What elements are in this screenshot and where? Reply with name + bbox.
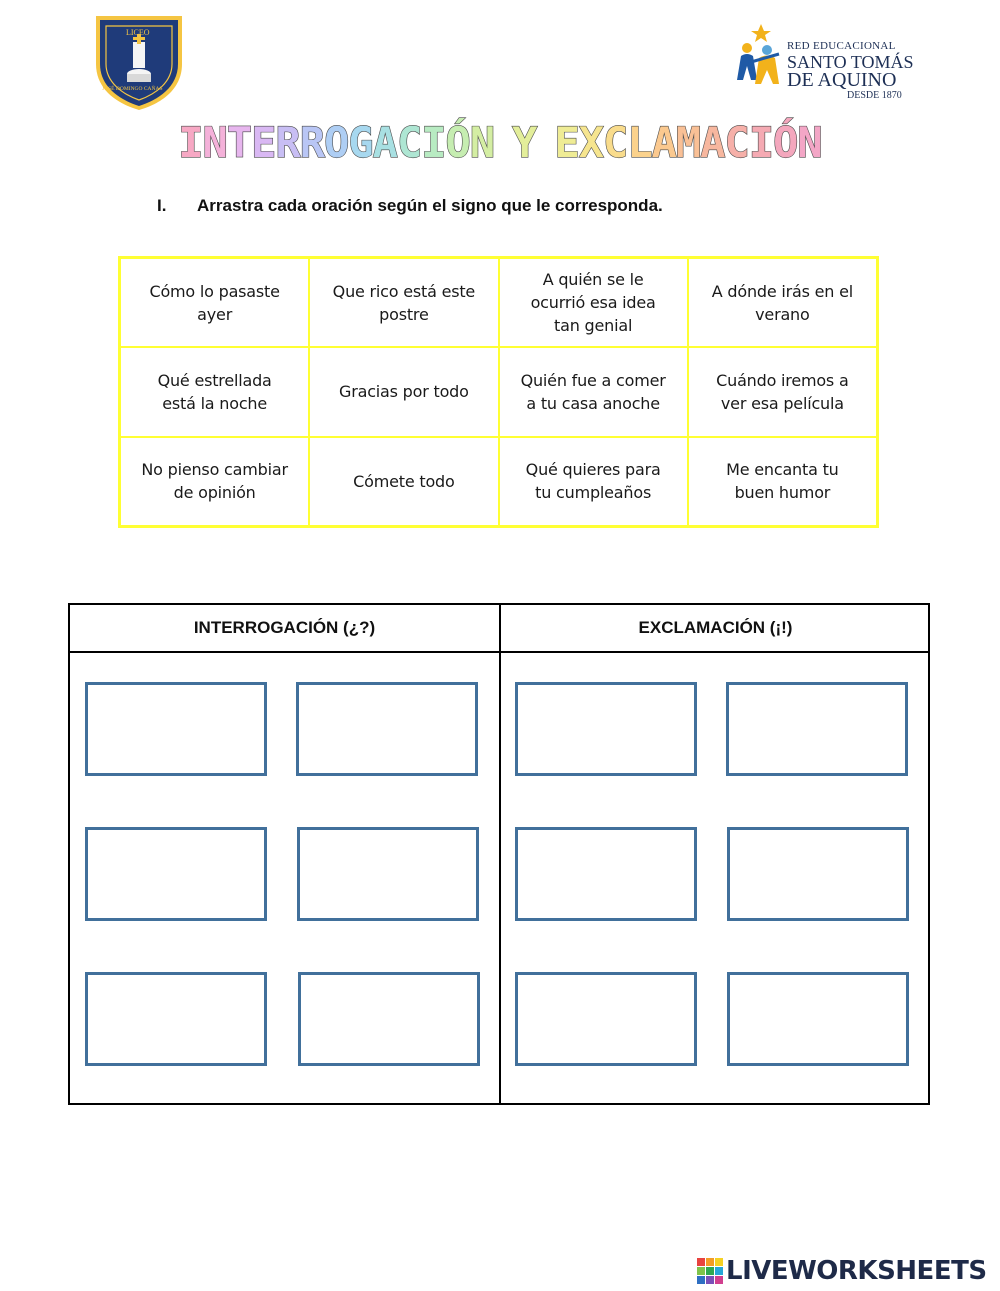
- sentence-card[interactable]: Cómo lo pasaste ayer: [120, 258, 309, 347]
- title-letter: Y: [512, 118, 537, 167]
- title-letter: C: [603, 118, 628, 167]
- mark-square: [697, 1258, 705, 1266]
- liveworksheets-mark-icon: [697, 1258, 723, 1284]
- title-letter: Ó: [445, 118, 470, 167]
- title-letter: M: [675, 118, 701, 167]
- header-divider: [70, 651, 928, 653]
- liveworksheets-brand: [697, 1256, 987, 1286]
- title-letter: I: [178, 118, 203, 167]
- brand-wordmark: LIVEWORKSHEETS: [726, 1256, 987, 1286]
- logo-line-3: DE AQUINO: [787, 69, 897, 91]
- interrogation-drop-box[interactable]: [85, 827, 267, 921]
- interrogation-drop-box[interactable]: [296, 682, 478, 776]
- column-divider: [499, 605, 501, 1103]
- logo-line-1: RED EDUCACIONAL: [787, 40, 896, 52]
- title-letter: I: [421, 118, 446, 167]
- mark-square: [706, 1267, 714, 1275]
- interrogation-header: INTERROGACIÓN (¿?): [193, 618, 376, 637]
- interrogation-drop-box[interactable]: [297, 827, 479, 921]
- title-letter: N: [202, 118, 227, 167]
- exclamation-drop-box[interactable]: [726, 682, 908, 776]
- title-letter: C: [724, 118, 749, 167]
- title-letter: A: [700, 118, 725, 167]
- school-crest-logo: [92, 12, 186, 112]
- title-letter: C: [396, 118, 422, 167]
- exclamation-drop-box[interactable]: [515, 827, 697, 921]
- title-letter: N: [469, 118, 495, 167]
- sentence-card[interactable]: Qué estrellada está la noche: [120, 347, 309, 436]
- interrogation-drop-box[interactable]: [85, 682, 267, 776]
- crest-text-top: LICEO: [126, 28, 150, 37]
- sentence-card[interactable]: Cuándo iremos a ver esa película: [688, 347, 877, 436]
- title-letter: O: [324, 118, 349, 167]
- title-letter: N: [797, 118, 822, 167]
- exclamation-drop-box[interactable]: [727, 827, 909, 921]
- title-letter: Ó: [773, 118, 798, 167]
- title-letter: R: [275, 118, 300, 167]
- instruction: [157, 196, 663, 216]
- figures-icon: [733, 22, 785, 92]
- title-letter: A: [372, 118, 397, 167]
- title-letter: L: [627, 118, 652, 167]
- exclamation-drop-box[interactable]: [727, 972, 909, 1066]
- sorting-table: [68, 603, 930, 1105]
- exclamation-drop-box[interactable]: [515, 972, 697, 1066]
- title-letter: E: [251, 118, 276, 167]
- title-letter: I: [748, 118, 774, 167]
- institution-logo: [733, 22, 923, 104]
- sentence-card[interactable]: Gracias por todo: [309, 347, 498, 436]
- page-title: [0, 118, 1000, 167]
- title-letter: E: [554, 118, 579, 167]
- interrogation-drop-box[interactable]: [298, 972, 480, 1066]
- interrogation-drop-box[interactable]: [85, 972, 267, 1066]
- logo-line-2: SANTO TOMÁS: [787, 52, 914, 72]
- title-letter: A: [651, 118, 676, 167]
- title-letter: G: [348, 118, 373, 167]
- sentence-grid: [118, 256, 879, 528]
- sentence-card[interactable]: Que rico está este postre: [309, 258, 498, 347]
- sentence-card[interactable]: Qué quieres para tu cumpleaños: [499, 437, 688, 526]
- sentence-card[interactable]: No pienso cambiar de opinión: [120, 437, 309, 526]
- mark-square: [715, 1267, 723, 1275]
- mark-square: [715, 1258, 723, 1266]
- title-letter: T: [226, 118, 252, 167]
- exclamation-header: EXCLAMACIÓN (¡!): [638, 618, 793, 637]
- sentence-card[interactable]: Cómete todo: [309, 437, 498, 526]
- crest-text-bottom: JOSÉ DOMINGO CAÑAS: [102, 86, 163, 92]
- mark-square: [706, 1276, 714, 1284]
- sentence-card[interactable]: Me encanta tu buen humor: [688, 437, 877, 526]
- mark-square: [697, 1267, 705, 1275]
- mark-square: [706, 1258, 714, 1266]
- logo-line-4: DESDE 1870: [847, 90, 902, 101]
- mark-square: [715, 1276, 723, 1284]
- mark-square: [697, 1276, 705, 1284]
- instruction-text: Arrastra cada oración según el signo que le corresponda.: [197, 196, 663, 215]
- instruction-number: I.: [157, 196, 167, 215]
- sentence-card[interactable]: A quién se le ocurrió esa idea tan genial: [499, 258, 688, 347]
- exclamation-drop-box[interactable]: [515, 682, 697, 776]
- sentence-card[interactable]: A dónde irás en el verano: [688, 258, 877, 347]
- title-letter: R: [299, 118, 325, 167]
- title-letter: X: [578, 118, 604, 167]
- sentence-card[interactable]: Quién fue a comer a tu casa anoche: [499, 347, 688, 436]
